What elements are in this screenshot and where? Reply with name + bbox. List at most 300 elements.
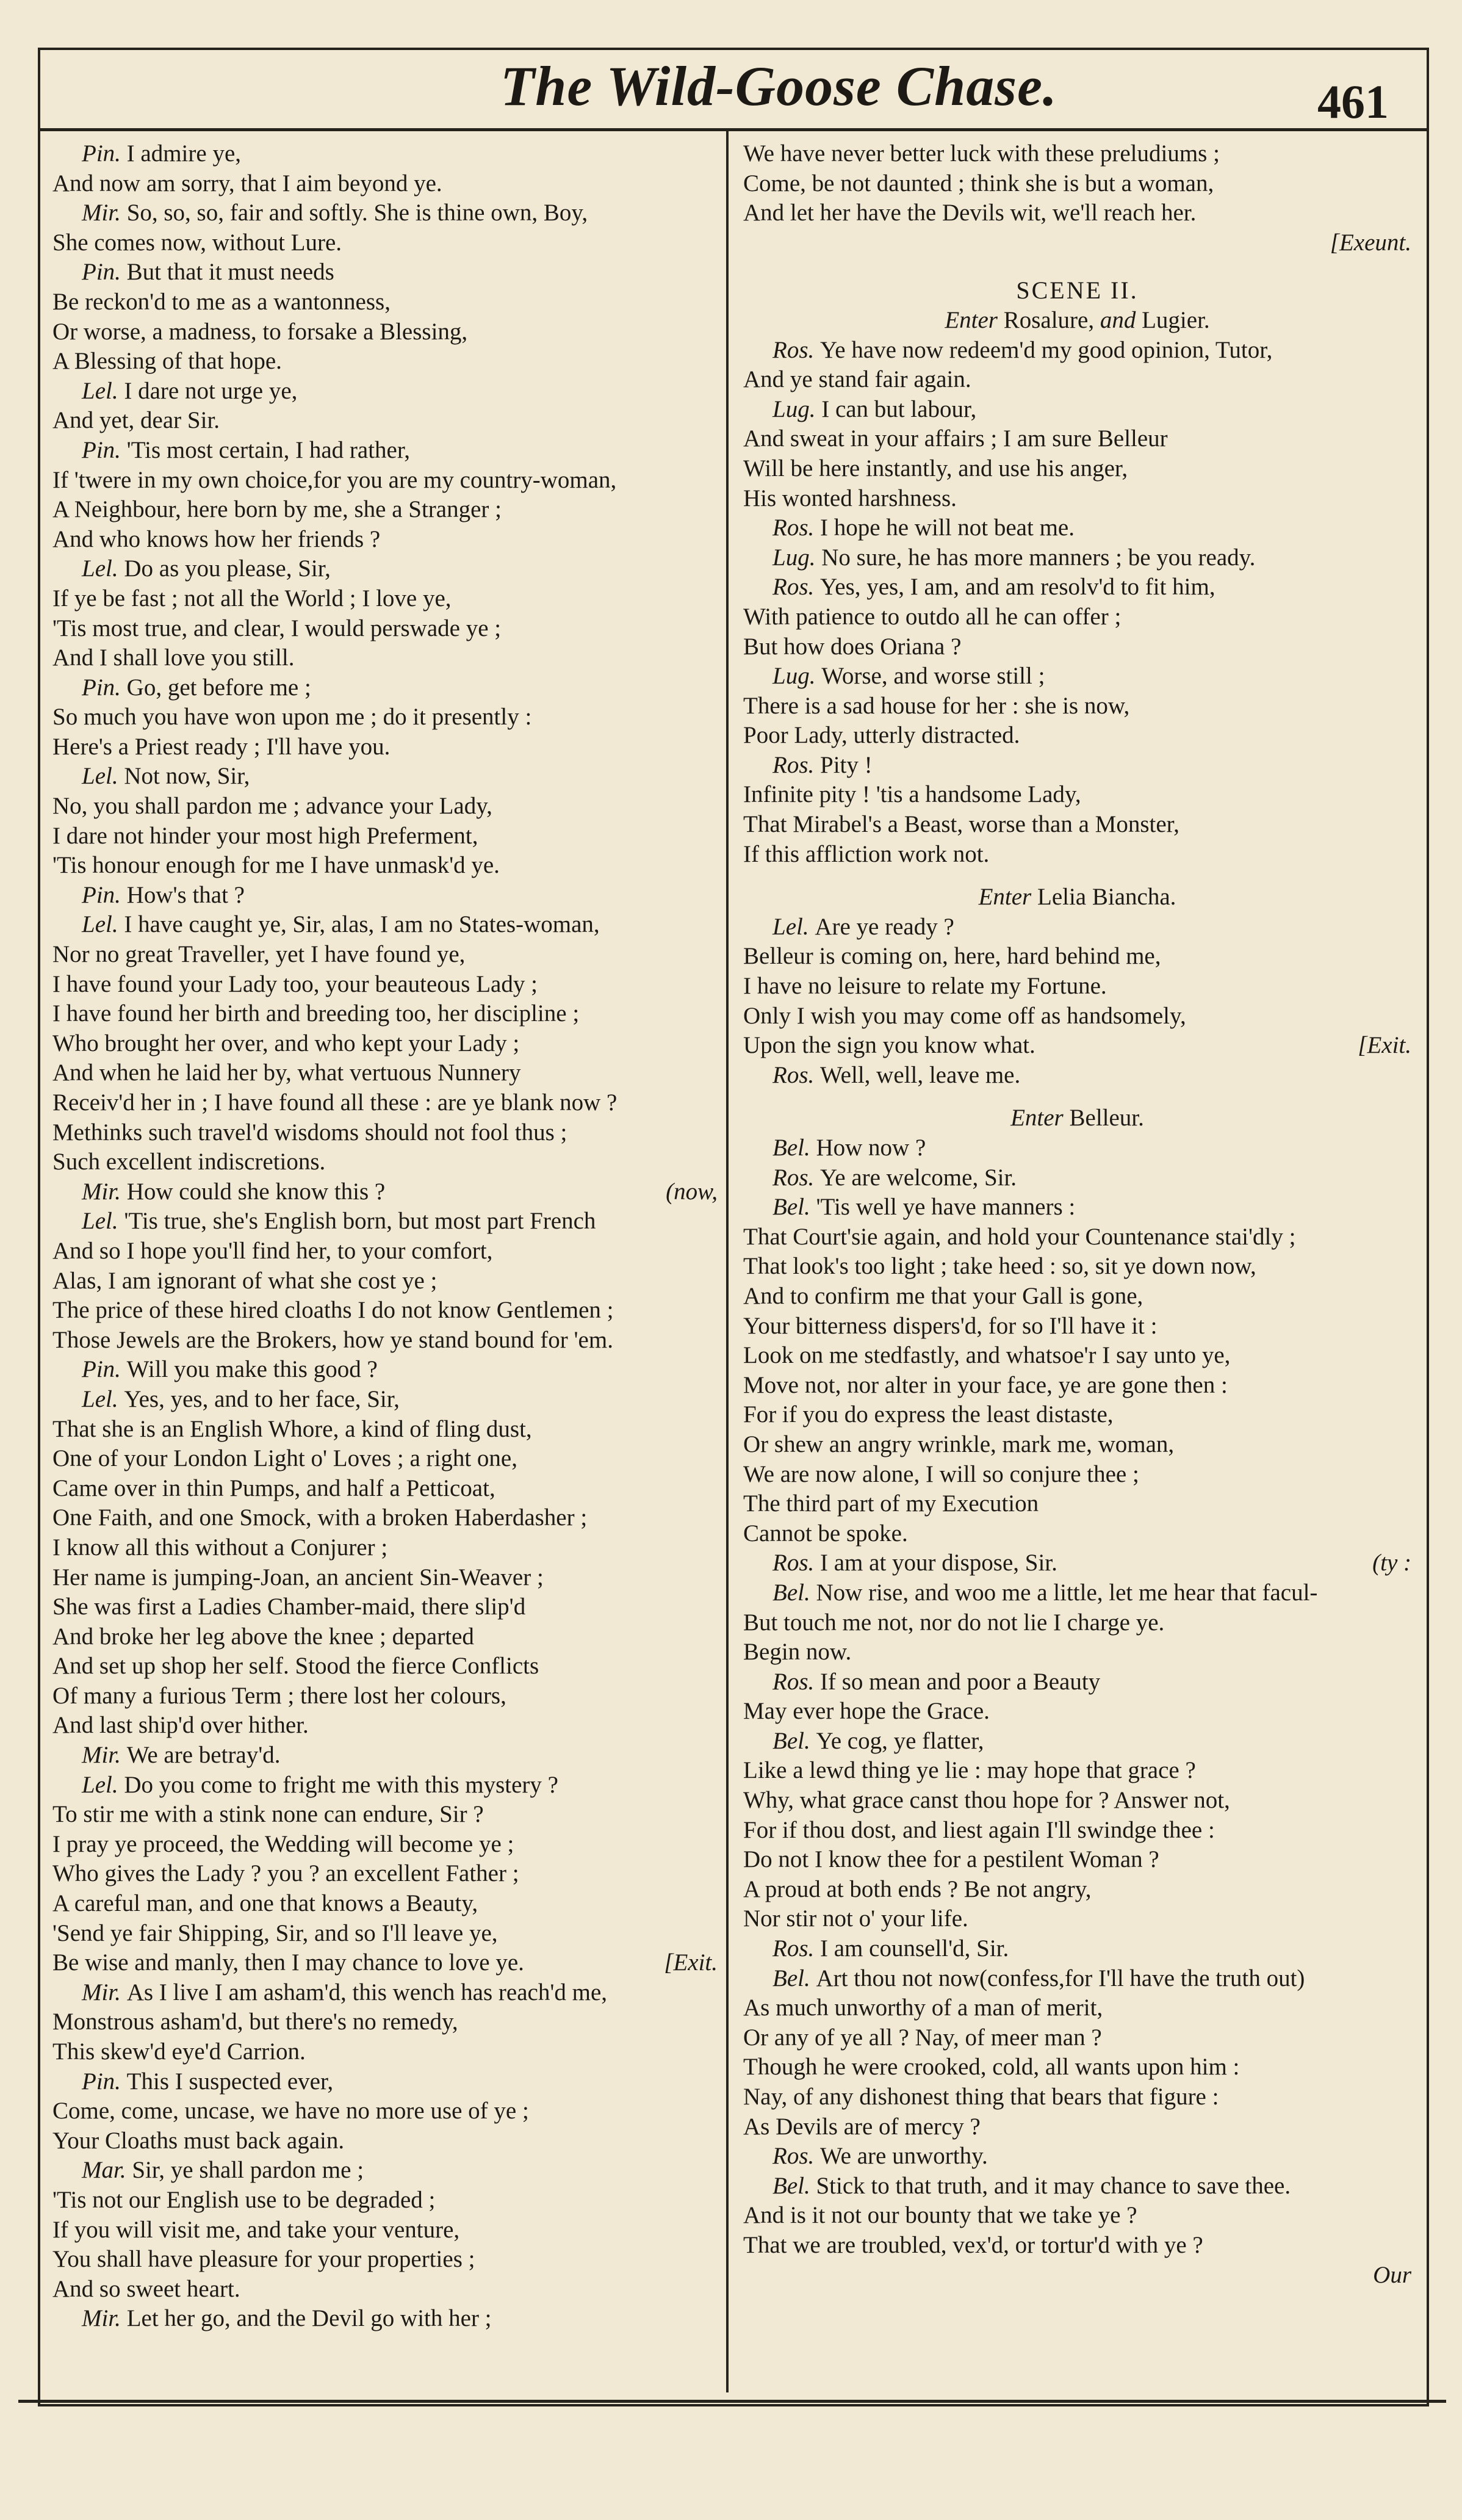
right-column-part-b [743, 336, 1411, 870]
footer-rule [18, 2400, 1446, 2403]
speaker-name: Pin. [82, 1356, 127, 1383]
spacer [743, 1090, 1411, 1103]
verse-text: And when he laid her by, what vertuous Nunnery [52, 1060, 521, 1086]
text-line [743, 1786, 1411, 1816]
speaker-name: Pin. [82, 259, 127, 286]
speaker-name: Lel. [82, 763, 124, 790]
speaker-name: Ros. [772, 574, 820, 601]
stage-direction-right: Our [1373, 2261, 1411, 2288]
text-line [52, 1355, 718, 1385]
verse-text: And set up shop her self. Stood the fierce Conflicts [52, 1653, 539, 1680]
verse-text: I have found your Lady too, your beauteous Lady ; [52, 970, 538, 997]
verse-text: Or any of ye all ? Nay, of meer man ? [743, 2024, 1102, 2051]
speaker-name: Bel. [772, 1579, 816, 1606]
verse-text: Sir, ye shall pardon me ; [132, 2157, 364, 2184]
text-line [52, 1948, 718, 1978]
text-line [52, 1563, 718, 1593]
text-line [743, 1400, 1411, 1430]
text-line [52, 347, 718, 377]
text-line [52, 821, 718, 851]
text-line [52, 287, 718, 317]
text-line [743, 1934, 1411, 1964]
verse-text: Who brought her over, and who kept your Lady ; [52, 1030, 520, 1056]
verse-text: Let her go, and the Devil go with her ; [126, 2305, 492, 2332]
verse-text: For if thou dost, and liest again I'll swindge thee : [743, 1816, 1215, 1843]
text-line [52, 1474, 718, 1504]
verse-text: 'Send ye fair Shipping, Sir, and so I'll leave ye, [52, 1919, 498, 1946]
text-line [743, 1904, 1411, 1934]
verse-text: Stick to that truth, and it may chance to save thee. [816, 2172, 1291, 2199]
speaker-name: Bel. [772, 1727, 816, 1754]
text-line [743, 1312, 1411, 1341]
text-line [743, 2142, 1411, 2172]
text-line [52, 2245, 718, 2275]
text-line [52, 970, 718, 1000]
verse-text: I am counsell'd, Sir. [820, 1935, 1009, 1962]
verse-text: Come, be not daunted ; think she is but a woman, [743, 170, 1214, 197]
text-line [52, 1592, 718, 1622]
enter-word: Enter [945, 306, 998, 333]
verse-text: Though he were crooked, cold, all wants upon him : [743, 2054, 1240, 2081]
text-line [743, 2261, 1411, 2291]
verse-text: I am at your dispose, Sir. [820, 1550, 1057, 1576]
and-word: and [1100, 306, 1136, 333]
verse-text: Are ye ready ? [815, 913, 954, 940]
verse-text: But that it must needs [126, 259, 334, 286]
verse-text: As Devils are of mercy ? [743, 2113, 981, 2140]
text-line [743, 2172, 1411, 2201]
verse-text: Be wise and manly, then I may chance to love ye. [52, 1949, 524, 1976]
verse-text: 'Tis well ye have manners : [816, 1194, 1076, 1221]
text-line [52, 1771, 718, 1800]
text-line [743, 1371, 1411, 1401]
text-line [743, 1816, 1411, 1846]
stage-direction-right: [Exit. [1358, 1032, 1411, 1059]
speaker-name: Pin. [82, 2068, 127, 2095]
text-line [52, 377, 718, 406]
verse-text: That Mirabel's a Beast, worse than a Monster, [743, 811, 1179, 838]
text-line [52, 732, 718, 762]
verse-text: I admire ye, [126, 140, 241, 167]
speaker-name: Mir. [82, 1178, 127, 1205]
text-line [52, 1296, 718, 1326]
text-line [52, 2067, 718, 2097]
speaker-name: Pin. [82, 881, 127, 908]
verse-text: Do you come to fright me with this mystery ? [124, 1771, 558, 1798]
verse-text: How could she know this ? [126, 1178, 386, 1205]
text-line [743, 198, 1411, 228]
text-line [743, 780, 1411, 810]
speaker-name: Mar. [82, 2157, 132, 2184]
verse-text: If you will visit me, and take your venture, [52, 2216, 460, 2243]
text-line [52, 2037, 718, 2067]
text-line [52, 940, 718, 970]
verse-text: Be reckon'd to me as a wantonness, [52, 288, 391, 315]
verse-text: I know all this without a Conjurer ; [52, 1534, 388, 1561]
stage-direction-enter [743, 1103, 1411, 1133]
speaker-name: Mir. [82, 200, 127, 226]
speaker-name: Ros. [772, 1550, 820, 1576]
verse-text: 'Tis not our English use to be degraded ; [52, 2186, 436, 2213]
text-line [52, 1207, 718, 1237]
text-line [743, 602, 1411, 632]
speaker-name: Lel. [772, 913, 815, 940]
speaker-name: Ros. [772, 1164, 820, 1191]
verse-text: Such excellent indiscretions. [52, 1149, 326, 1175]
text-line [743, 912, 1411, 942]
text-line [52, 643, 718, 673]
verse-text: If 'twere in my own choice,for you are my country-woman, [52, 466, 617, 493]
verse-text: There is a sad house for her : she is now, [743, 692, 1130, 719]
verse-text: Look on me stedfastly, and whatsoe'r I say unto ye, [743, 1342, 1231, 1369]
text-line [743, 365, 1411, 395]
text-line [52, 525, 718, 555]
text-line [52, 1652, 718, 1681]
verse-text: I dare not urge ye, [124, 377, 298, 404]
verse-text: 'Tis most certain, I had rather, [126, 436, 411, 463]
verse-text: Upon the sign you know what. [743, 1032, 1035, 1059]
verse-text: I hope he will not beat me. [820, 514, 1075, 541]
text-line [743, 1637, 1411, 1667]
text-line [52, 1088, 718, 1118]
text-line [52, 1385, 718, 1415]
verse-text: Alas, I am ignorant of what she cost ye ; [52, 1267, 438, 1294]
text-line [743, 1193, 1411, 1222]
verse-text: This skew'd eye'd Carrion. [52, 2038, 306, 2065]
text-line [52, 1415, 718, 1445]
text-line [743, 543, 1411, 573]
verse-text: And yet, dear Sir. [52, 407, 220, 434]
verse-text: Those Jewels are the Brokers, how ye stand bound for 'em. [52, 1326, 613, 1353]
text-line [743, 572, 1411, 602]
verse-text: Do as you please, Sir, [124, 555, 331, 582]
verse-text: And sweat in your affairs ; I am sure Belleur [743, 425, 1168, 452]
verse-text: Her name is jumping-Joan, an ancient Sin-Weaver ; [52, 1564, 544, 1590]
verse-text: Monstrous asham'd, but there's no remedy, [52, 2009, 458, 2035]
right-column-part-a [743, 139, 1411, 258]
text-line [52, 584, 718, 614]
text-line [52, 1503, 718, 1533]
text-line [743, 721, 1411, 751]
text-line [52, 1266, 718, 1296]
verse-text: Art thou not now(confess,for I'll have the truth out) [816, 1965, 1305, 1991]
text-line [52, 1681, 718, 1711]
text-line [743, 2023, 1411, 2053]
speaker-name: Lel. [82, 1771, 124, 1798]
text-line [52, 1919, 718, 1949]
verse-text: One of your London Light o' Loves ; a right one, [52, 1445, 517, 1472]
text-line [743, 972, 1411, 1002]
verse-text: You shall have pleasure for your properties ; [52, 2246, 475, 2273]
text-line [52, 614, 718, 644]
speaker-name: Ros. [772, 751, 820, 778]
text-line [743, 1578, 1411, 1608]
text-line [743, 1667, 1411, 1697]
text-line [52, 792, 718, 821]
character-name: Rosalure, [1003, 306, 1095, 333]
verse-text: Well, well, leave me. [820, 1061, 1021, 1088]
character-name: Belleur. [1069, 1105, 1144, 1132]
verse-text: Ye have now redeem'd my good opinion, Tutor, [820, 336, 1273, 363]
verse-text: If this affliction work not. [743, 840, 990, 867]
verse-text: Nor stir not o' your life. [743, 1905, 968, 1932]
verse-text: No, you shall pardon me ; advance your Lady, [52, 793, 492, 820]
text-line [743, 1697, 1411, 1727]
right-column [743, 139, 1411, 2290]
text-line [743, 1133, 1411, 1163]
verse-text: And ye stand fair again. [743, 366, 971, 393]
verse-text: She comes now, without Lure. [52, 229, 342, 256]
text-line [743, 228, 1411, 258]
text-line [52, 139, 718, 169]
verse-text: That look's too light ; take heed : so, sit ye down now, [743, 1253, 1256, 1280]
text-line [52, 2096, 718, 2126]
verse-text: A proud at both ends ? Be not angry, [743, 1876, 1092, 1902]
text-line [52, 466, 718, 496]
text-line [52, 1029, 718, 1059]
text-line [743, 1964, 1411, 1994]
verse-text: But how does Oriana ? [743, 633, 962, 660]
text-line [52, 1237, 718, 1266]
verse-text: How now ? [816, 1135, 926, 1161]
text-line [52, 1889, 718, 1919]
text-line [743, 1031, 1411, 1061]
verse-text: Pity ! [820, 751, 873, 778]
enter-word: Enter [978, 884, 1032, 911]
verse-text: To stir me with a stink none can endure, Sir ? [52, 1801, 484, 1828]
text-line [743, 1727, 1411, 1756]
text-line [52, 999, 718, 1029]
text-line [52, 2126, 718, 2156]
verse-text: And I shall love you still. [52, 644, 295, 671]
text-line [52, 2007, 718, 2037]
text-line [52, 1711, 718, 1741]
verse-text: If so mean and poor a Beauty [820, 1668, 1101, 1695]
verse-text: 'Tis most true, and clear, I would perswade ye ; [52, 615, 502, 641]
text-line [743, 662, 1411, 691]
speaker-name: Bel. [772, 1194, 816, 1221]
verse-text: Only I wish you may come off as handsomely, [743, 1002, 1186, 1029]
verse-text: That we are troubled, vex'd, or tortur'd with ye ? [743, 2231, 1203, 2258]
verse-text: The price of these hired cloaths I do not know Gentlemen ; [52, 1297, 614, 1324]
text-line [743, 1061, 1411, 1091]
verse-text: And so I hope you'll find her, to your comfort, [52, 1237, 493, 1264]
text-line [743, 1341, 1411, 1371]
right-column-part-d [743, 1133, 1411, 2290]
text-line [743, 1163, 1411, 1193]
verse-text: But touch me not, nor do not lie I charge ye. [743, 1609, 1165, 1636]
verse-text: Who gives the Lady ? you ? an excellent Father ; [52, 1860, 519, 1887]
verse-text: Your Cloaths must back again. [52, 2127, 345, 2154]
verse-text: Infinite pity ! 'tis a handsome Lady, [743, 781, 1081, 808]
speaker-name: Pin. [82, 674, 127, 701]
speaker-name: Lel. [82, 377, 124, 404]
text-line [52, 258, 718, 287]
verse-text: I pray ye proceed, the Wedding will become ye ; [52, 1830, 514, 1857]
verse-text: Yes, yes, I am, and am resolv'd to fit him, [820, 574, 1215, 601]
text-line [743, 1002, 1411, 1031]
text-line [743, 395, 1411, 425]
verse-text: Methinks such travel'd wisdoms should not fool thus ; [52, 1119, 567, 1146]
verse-text: No sure, he has more manners ; be you ready. [821, 544, 1256, 571]
speaker-name: Ros. [772, 2143, 820, 2170]
text-line [52, 2186, 718, 2215]
speaker-name: Mir. [82, 1742, 127, 1769]
text-line [743, 1845, 1411, 1875]
speaker-name: Ros. [772, 514, 820, 541]
verse-text: May ever hope the Grace. [743, 1698, 990, 1725]
text-line [52, 881, 718, 911]
enter-word: Enter [1010, 1105, 1064, 1132]
verse-text: We are betray'd. [126, 1742, 281, 1769]
verse-text: Go, get before me ; [126, 674, 311, 701]
verse-text: One Faith, and one Smock, with a broken Haberdasher ; [52, 1504, 588, 1531]
verse-text: His wonted harshness. [743, 485, 957, 511]
verse-text: And who knows how her friends ? [52, 525, 381, 552]
speaker-name: Bel. [772, 2172, 816, 2199]
verse-text: Like a lewd thing ye lie : may hope that grace ? [743, 1757, 1196, 1784]
text-line [52, 851, 718, 881]
text-line [52, 436, 718, 466]
verse-text: I have no leisure to relate my Fortune. [743, 973, 1107, 1000]
text-line [52, 406, 718, 436]
verse-text: For if you do express the least distaste, [743, 1401, 1114, 1428]
verse-text: 'Tis honour enough for me I have unmask'd ye. [52, 852, 500, 879]
verse-text: Will be here instantly, and use his anger, [743, 455, 1128, 482]
verse-text: How's that ? [126, 881, 245, 908]
verse-text: So much you have won upon me ; do it presently : [52, 704, 532, 731]
verse-text: Nay, of any dishonest thing that bears that figure : [743, 2084, 1219, 2110]
text-line [52, 1533, 718, 1563]
verse-text: The third part of my Execution [743, 1490, 1039, 1517]
verse-text: And is it not our bounty that we take ye ? [743, 2202, 1137, 2229]
verse-text: A Blessing of that hope. [52, 348, 282, 375]
text-line [52, 910, 718, 940]
text-line [743, 632, 1411, 662]
text-line [743, 513, 1411, 543]
verse-text: Of many a furious Term ; there lost her colours, [52, 1682, 506, 1709]
verse-text: And to confirm me that your Gall is gone, [743, 1282, 1143, 1309]
stage-direction-right: (now, [666, 1178, 718, 1205]
text-line [743, 1460, 1411, 1490]
verse-text: As I live I am asham'd, this wench has reach'd me, [126, 1979, 607, 2006]
verse-text: Move not, nor alter in your face, ye are gone then : [743, 1371, 1228, 1398]
text-line [52, 169, 718, 199]
text-line [52, 762, 718, 792]
text-line [52, 495, 718, 525]
verse-text: That she is an English Whore, a kind of fling dust, [52, 1415, 532, 1442]
text-line [743, 1430, 1411, 1460]
verse-text: Nor no great Traveller, yet I have found ye, [52, 941, 466, 968]
text-line [52, 228, 718, 258]
verse-text: 'Tis true, she's English born, but most part French [124, 1208, 596, 1235]
text-line [52, 1830, 718, 1860]
verse-text: That Court'sie again, and hold your Countenance stai'dly ; [743, 1223, 1296, 1250]
text-line [743, 2052, 1411, 2082]
speaker-name: Bel. [772, 1965, 816, 1991]
speaker-name: Ros. [772, 1668, 820, 1695]
verse-text: And let her have the Devils wit, we'll reach her. [743, 200, 1197, 226]
verse-text: She was first a Ladies Chamber-maid, there slip'd [52, 1594, 526, 1620]
text-line [743, 484, 1411, 514]
verse-text: We are unworthy. [820, 2143, 988, 2170]
text-line [52, 1859, 718, 1889]
text-line [743, 454, 1411, 484]
text-line [743, 1608, 1411, 1638]
speaker-name: Pin. [82, 140, 127, 167]
text-line [52, 1622, 718, 1652]
verse-text: Why, what grace canst thou hope for ? Answer not, [743, 1787, 1230, 1814]
speaker-name: Ros. [772, 336, 820, 363]
text-line [52, 2304, 718, 2334]
right-column-part-c [743, 912, 1411, 1091]
running-title: The Wild-Goose Chase. [500, 55, 1057, 117]
speaker-name: Lug. [772, 544, 822, 571]
verse-text: Will you make this good ? [126, 1356, 378, 1383]
text-line [52, 1444, 718, 1474]
verse-text: A Neighbour, here born by me, she a Stranger ; [52, 496, 502, 523]
verse-text: Now rise, and woo me a little, let me hear that facul- [816, 1579, 1318, 1606]
page-number: 461 [1317, 75, 1389, 128]
verse-text: I dare not hinder your most high Preferment, [52, 822, 478, 849]
column-divider [726, 131, 729, 2392]
verse-text: We have never better luck with these preludiums ; [743, 140, 1220, 167]
text-line [743, 2112, 1411, 2142]
verse-text: Or worse, a madness, to forsake a Blessing, [52, 318, 468, 345]
speaker-name: Lel. [82, 1208, 124, 1235]
text-line [743, 840, 1411, 870]
verse-text: I have found her birth and breeding too, her discipline ; [52, 1000, 580, 1027]
text-line [52, 673, 718, 703]
speaker-name: Lug. [772, 663, 822, 690]
text-line [743, 1489, 1411, 1519]
speaker-name: Lel. [82, 1385, 124, 1412]
text-line [743, 1993, 1411, 2023]
speaker-name: Bel. [772, 1135, 816, 1161]
verse-text: I can but labour, [821, 395, 977, 422]
verse-text: I have caught ye, Sir, alas, I am no States-woman, [124, 911, 600, 938]
spacer [743, 869, 1411, 883]
verse-text: Do not I know thee for a pestilent Woman ? [743, 1846, 1159, 1873]
text-line [743, 691, 1411, 721]
text-line [52, 1147, 718, 1177]
verse-text: This I suspected ever, [126, 2068, 334, 2095]
text-line [743, 1756, 1411, 1786]
verse-text: Came over in thin Pumps, and half a Petticoat, [52, 1475, 495, 1501]
text-line [52, 2156, 718, 2186]
verse-text: And now am sorry, that I aim beyond ye. [52, 170, 442, 197]
text-line [52, 1177, 718, 1207]
verse-text: Belleur is coming on, here, hard behind me, [743, 943, 1161, 970]
verse-text: And so sweet heart. [52, 2275, 240, 2302]
verse-text: If ye be fast ; not all the World ; I love ye, [52, 585, 452, 612]
stage-direction-right: [Exeunt. [1330, 229, 1411, 256]
speaker-name: Pin. [82, 436, 127, 463]
verse-text: We are now alone, I will so conjure thee ; [743, 1460, 1139, 1487]
stage-direction-enter [743, 306, 1411, 336]
text-line [743, 2231, 1411, 2261]
text-line [52, 2275, 718, 2305]
text-line [743, 1282, 1411, 1312]
text-line [52, 2215, 718, 2245]
text-line [52, 702, 718, 732]
scene-heading: SCENE II. [1016, 276, 1139, 305]
verse-text: Or shew an angry wrinkle, mark me, woman, [743, 1431, 1175, 1457]
speaker-name: Mir. [82, 1979, 127, 2006]
verse-text: Yes, yes, and to her face, Sir, [124, 1385, 400, 1412]
verse-text: And broke her leg above the knee ; departed [52, 1623, 474, 1650]
text-line [743, 2082, 1411, 2112]
